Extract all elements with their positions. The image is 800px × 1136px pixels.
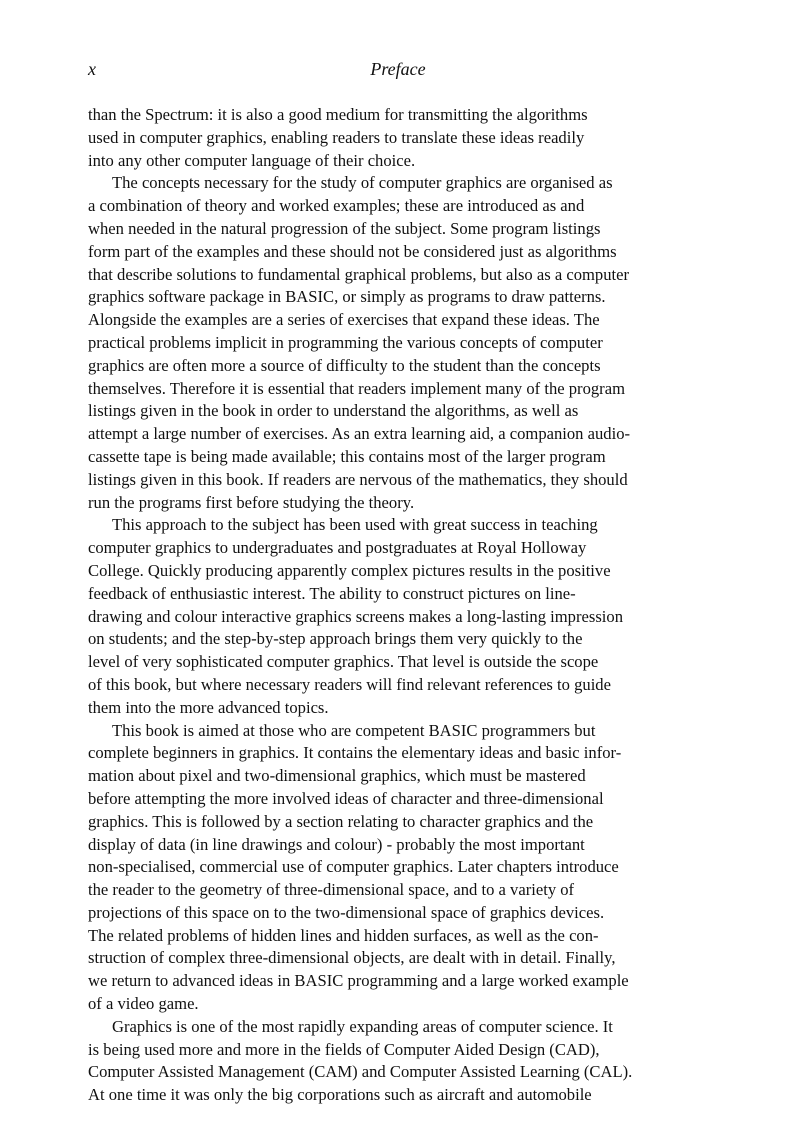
- text-line: when needed in the natural progression of the subject. Some program listings: [88, 218, 601, 238]
- page-number: x: [88, 59, 96, 79]
- text-line: used in computer graphics, enabling readers to translate these ideas readily: [88, 127, 585, 147]
- text-line: feedback of enthusiastic interest. The ability to construct pictures on line-: [88, 583, 576, 603]
- text-line: practical problems implicit in programming the various concepts of computer: [88, 332, 603, 352]
- text-line: the reader to the geometry of three-dimensional space, and to a variety of: [88, 880, 575, 900]
- running-head: [88, 57, 708, 83]
- body-text: [88, 104, 728, 1107]
- text-line: we return to advanced ideas in BASIC programming and a large worked example: [88, 971, 629, 991]
- text-line: non-specialised, commercial use of computer graphics. Later chapters introduce: [88, 857, 619, 877]
- text-line: graphics are often more a source of difficulty to the student than the concepts: [88, 355, 601, 375]
- paragraph: [88, 514, 728, 719]
- text-line: This approach to the subject has been used with great success in teaching: [112, 515, 598, 535]
- running-title: Preface: [370, 59, 426, 79]
- text-line: that describe solutions to fundamental graphical problems, but also as a computer: [88, 264, 629, 284]
- text-line: cassette tape is being made available; this contains most of the larger program: [88, 446, 606, 466]
- text-line: Alongside the examples are a series of exercises that expand these ideas. The: [88, 310, 600, 330]
- text-line: mation about pixel and two-dimensional graphics, which must be mastered: [88, 766, 586, 786]
- text-line: graphics software package in BASIC, or simply as programs to draw patterns.: [88, 287, 606, 307]
- text-line: on students; and the step-by-step approach brings them very quickly to the: [88, 629, 583, 649]
- text-line: struction of complex three-dimensional objects, are dealt with in detail. Finally,: [88, 948, 616, 968]
- text-line: them into the more advanced topics.: [88, 697, 329, 717]
- text-line: a combination of theory and worked examples; these are introduced as and: [88, 196, 585, 216]
- text-line: run the programs first before studying the theory.: [88, 492, 415, 512]
- text-line: Graphics is one of the most rapidly expanding areas of computer science. It: [112, 1016, 613, 1036]
- text-line: level of very sophisticated computer graphics. That level is outside the scope: [88, 652, 599, 672]
- text-line: form part of the examples and these should not be considered just as algorithms: [88, 241, 617, 261]
- text-line: This book is aimed at those who are competent BASIC programmers but: [112, 720, 596, 740]
- text-line: projections of this space on to the two-dimensional space of graphics devices.: [88, 902, 605, 922]
- text-line: College. Quickly producing apparently complex pictures results in the positive: [88, 560, 611, 580]
- text-line: of a video game.: [88, 994, 199, 1014]
- text-line: The related problems of hidden lines and hidden surfaces, as well as the con-: [88, 925, 599, 945]
- text-line: The concepts necessary for the study of computer graphics are organised as: [112, 173, 613, 193]
- text-line: before attempting the more involved ideas of character and three-dimensional: [88, 788, 604, 808]
- text-line: into any other computer language of their choice.: [88, 150, 416, 170]
- text-line: listings given in this book. If readers are nervous of the mathematics, they should: [88, 469, 628, 489]
- text-line: graphics. This is followed by a section relating to character graphics and the: [88, 811, 594, 831]
- text-line: Computer Assisted Management (CAM) and Computer Assisted Learning (CAL).: [88, 1062, 633, 1082]
- text-line: than the Spectrum: it is also a good medium for transmitting the algorithms: [88, 105, 588, 124]
- paragraph: [88, 720, 728, 1016]
- paragraph: [88, 104, 728, 172]
- text-line: is being used more and more in the fields of Computer Aided Design (CAD),: [88, 1039, 600, 1059]
- text-line: attempt a large number of exercises. As an extra learning aid, a companion audio-: [88, 424, 631, 444]
- text-line: themselves. Therefore it is essential that readers implement many of the program: [88, 378, 625, 398]
- paragraph: [88, 1016, 728, 1107]
- text-line: display of data (in line drawings and colour) - probably the most important: [88, 834, 585, 854]
- text-line: computer graphics to undergraduates and postgraduates at Royal Holloway: [88, 538, 587, 558]
- paragraph: [88, 172, 728, 514]
- text-line: drawing and colour interactive graphics screens makes a long-lasting impression: [88, 606, 623, 626]
- text-line: complete beginners in graphics. It contains the elementary ideas and basic infor-: [88, 743, 622, 763]
- text-line: At one time it was only the big corporations such as aircraft and automobile: [88, 1085, 592, 1105]
- text-line: of this book, but where necessary readers will find relevant references to guide: [88, 674, 611, 694]
- text-line: listings given in the book in order to understand the algorithms, as well as: [88, 401, 579, 421]
